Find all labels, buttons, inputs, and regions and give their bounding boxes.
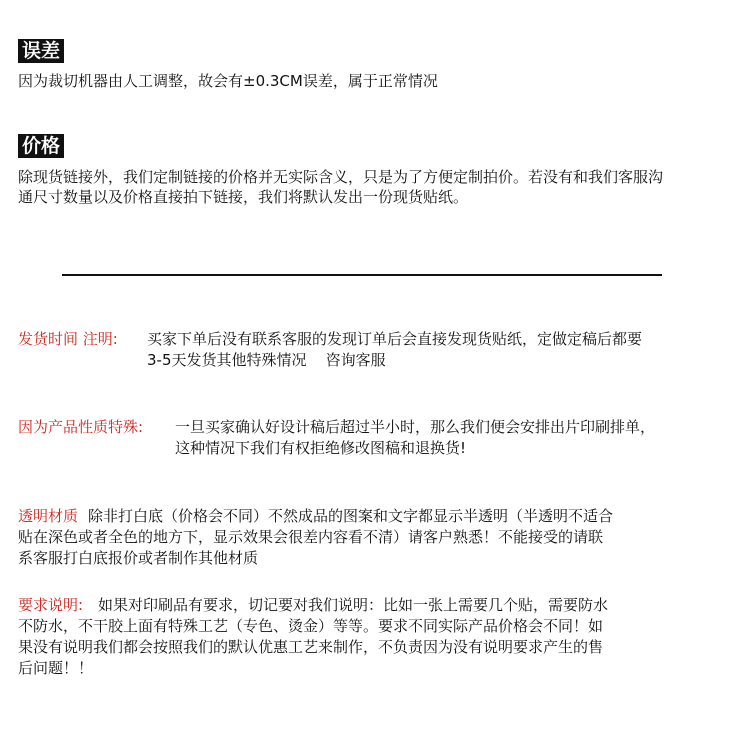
shipping-note-line-1: 买家下单后没有联系客服的发现订单后会直接发现货贴纸，定做定稿后都要: [147, 330, 643, 348]
transparent-note-label: 透明材质: [18, 507, 79, 525]
transparent-note-line-1: 除非打白底（价格会不同）不然成品的图案和文字都显示半透明（半透明不适合: [88, 507, 614, 525]
special-note-line-1: 一旦买家确认好设计稿后超过半小时，那么我们便会安排出片印刷排单，: [175, 418, 656, 436]
requirements-note-line-1: 如果对印刷品有要求，切记要对我们说明：比如一张上需要几个贴，需要防水: [98, 596, 609, 614]
special-note-label: 因为产品性质特殊:: [18, 418, 144, 436]
price-heading: 价格: [18, 134, 64, 158]
price-body-line-2: 通尺寸数量以及价格直接拍下链接，我们将默认发出一份现货贴纸。: [18, 188, 469, 206]
price-body-line-1: 除现货链接外，我们定制链接的价格并无实际含义，只是为了方便定制拍价。若没有和我们客服沟: [18, 168, 664, 186]
special-note-line-2: 这种情况下我们有权拒绝修改图稿和退换货!: [175, 439, 467, 457]
requirements-note-label: 要求说明:: [18, 596, 84, 614]
section-divider: [62, 274, 662, 276]
error-body: 因为裁切机器由人工调整，故会有±0.3CM误差，属于正常情况: [18, 72, 438, 90]
transparent-note-line-3: 系客服打白底报价或者制作其他材质: [18, 549, 259, 567]
transparent-note-line-2: 贴在深色或者全色的地方下，显示效果会很差内容看不清）请客户熟悉！不能接受的请联: [18, 528, 604, 546]
shipping-note-line-2: 3-5天发货其他特殊情况 咨询客服: [147, 351, 386, 369]
shipping-note-label: 发货时间 注明:: [18, 330, 118, 348]
requirements-note-line-2: 不防水，不干胶上面有特殊工艺（专色、烫金）等等。要求不同实际产品价格会不同！如: [18, 617, 604, 635]
error-heading: 误差: [18, 39, 64, 63]
requirements-note-line-4: 后问题！！: [18, 659, 94, 677]
requirements-note-line-3: 果没有说明我们都会按照我们的默认优惠工艺来制作，不负责因为没有说明要求产生的售: [18, 638, 604, 656]
